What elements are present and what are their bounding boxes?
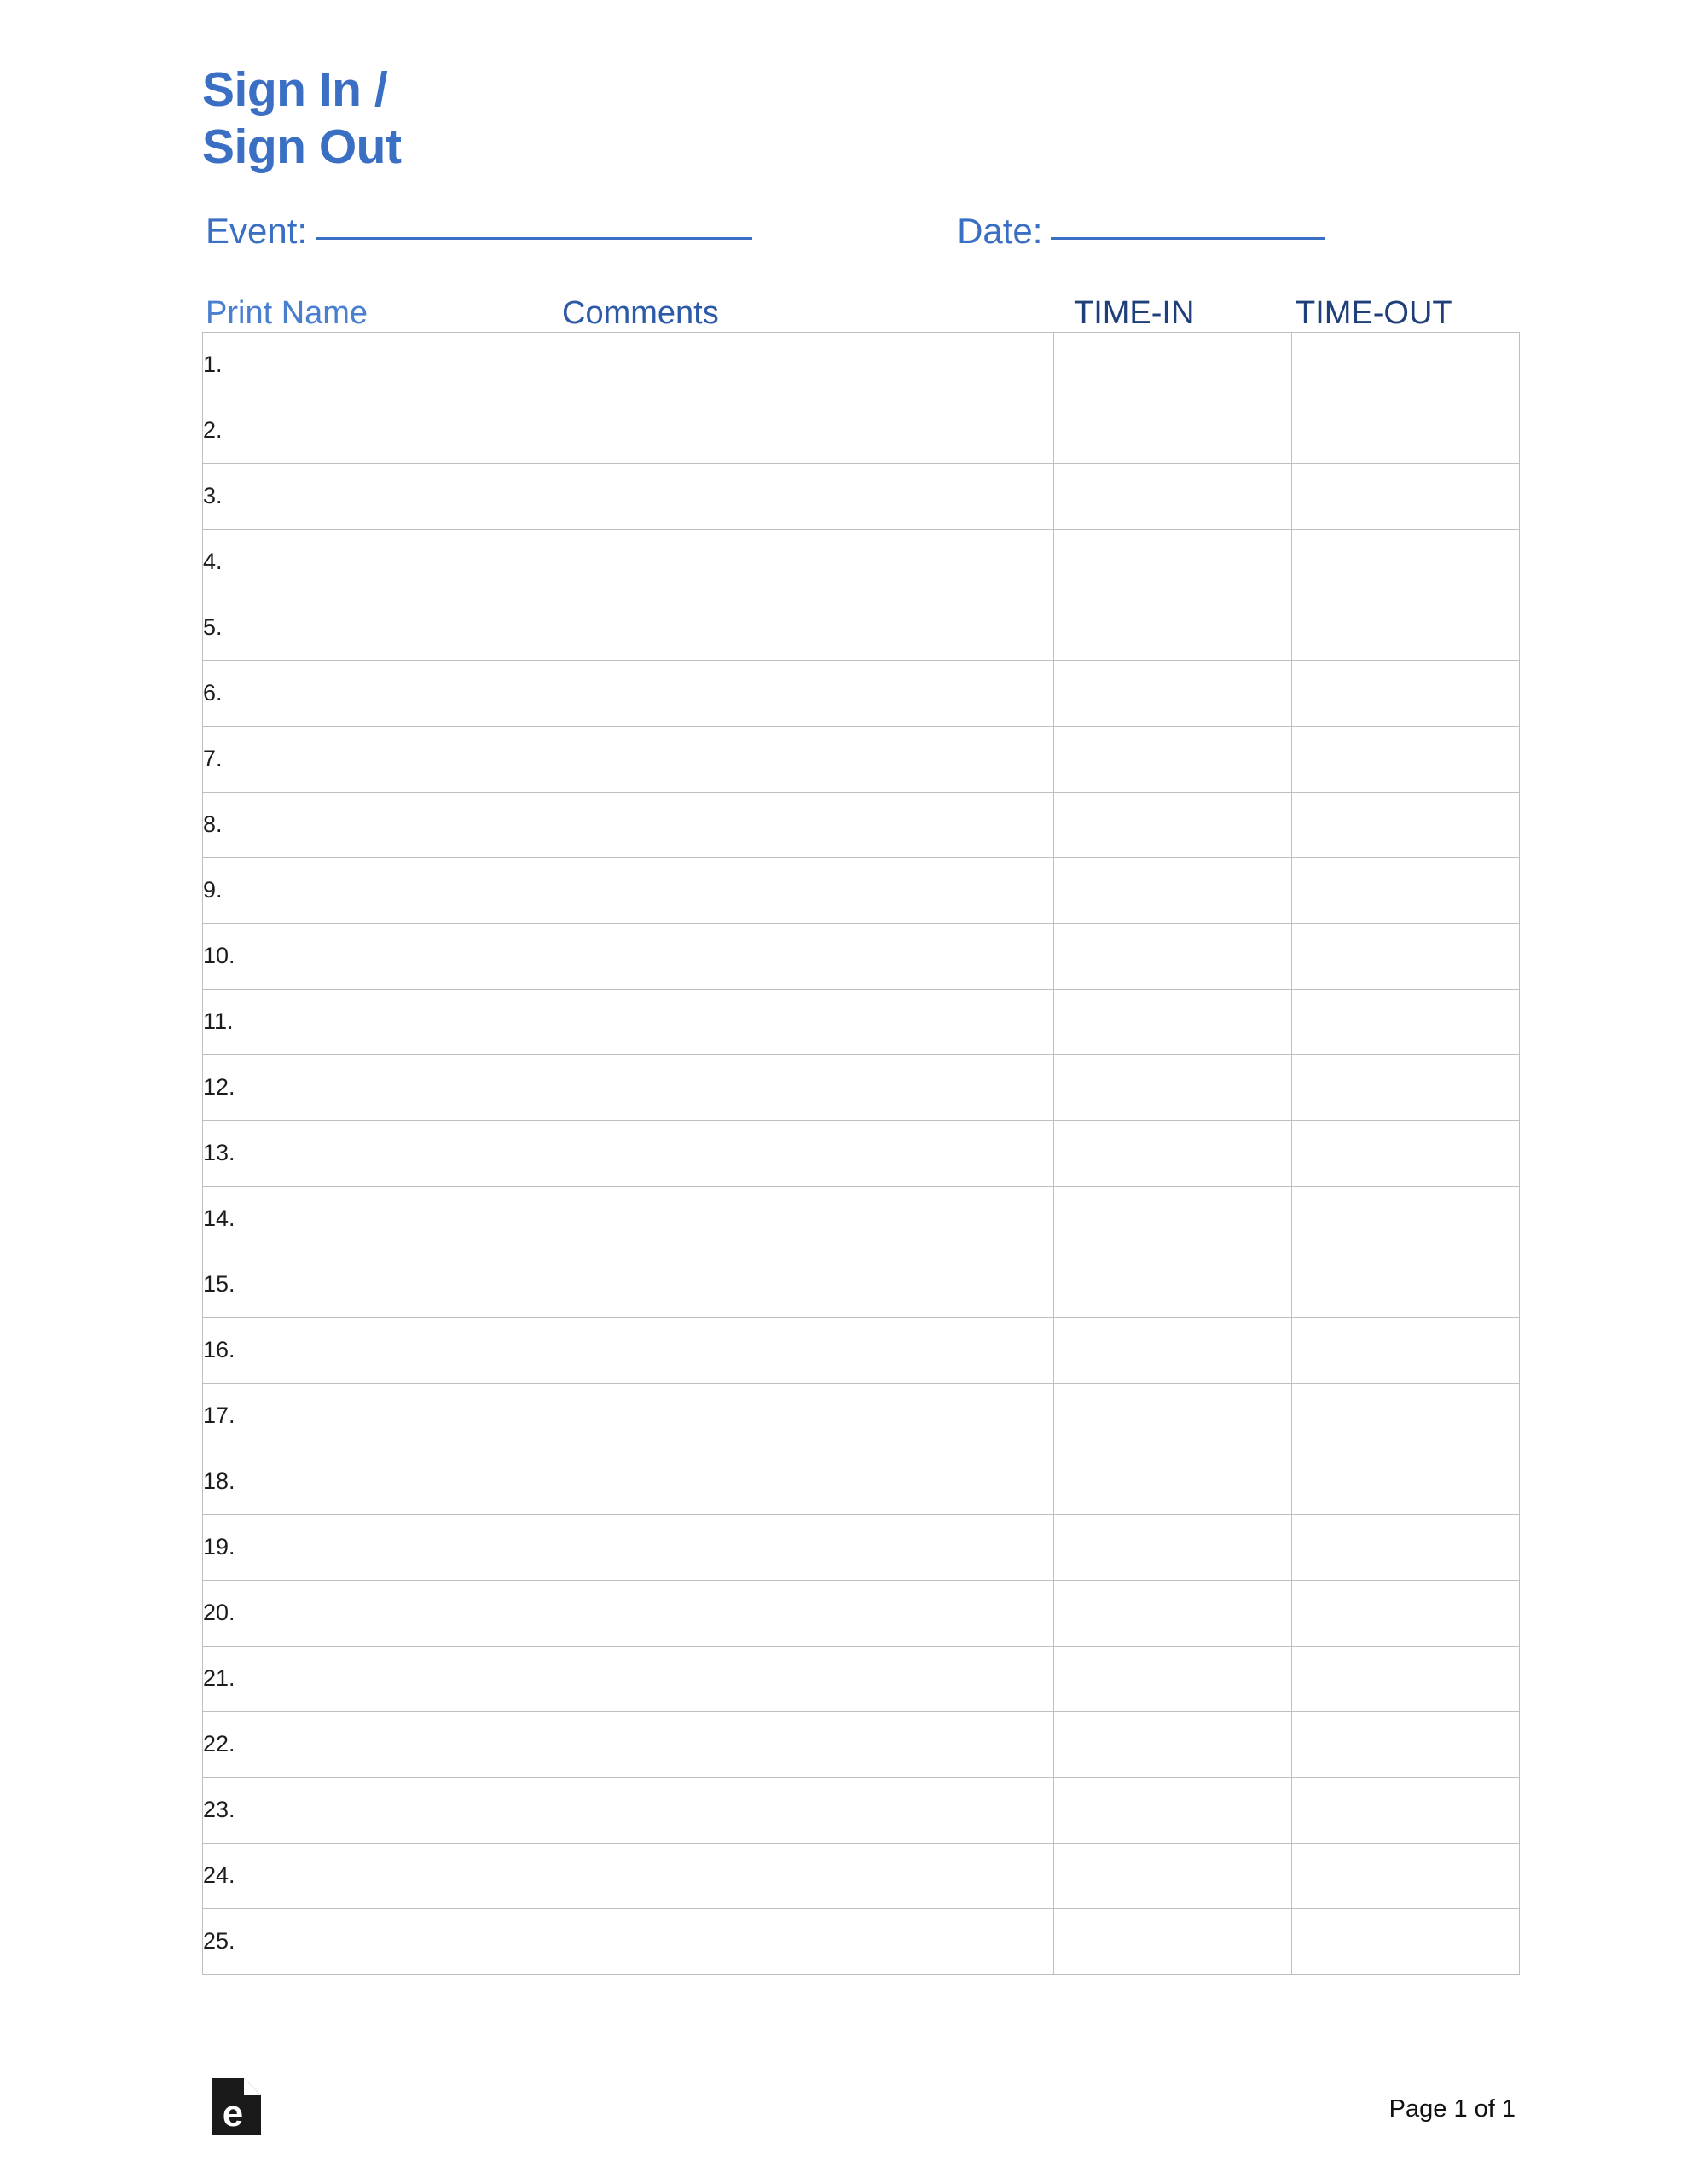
table-row — [203, 1646, 1520, 1711]
row-number: 12. — [203, 1054, 565, 1120]
row-comments-cell[interactable] — [565, 726, 1054, 792]
row-time-in-cell[interactable] — [1054, 792, 1292, 857]
sign-in-table — [202, 332, 1520, 1975]
table-row — [203, 857, 1520, 923]
row-time-out-cell[interactable] — [1292, 1777, 1520, 1843]
row-time-out-cell[interactable] — [1292, 1580, 1520, 1646]
row-time-in-cell[interactable] — [1054, 463, 1292, 529]
row-time-out-cell[interactable] — [1292, 398, 1520, 463]
row-time-out-cell[interactable] — [1292, 595, 1520, 660]
row-number: 9. — [203, 857, 565, 923]
table-row — [203, 463, 1520, 529]
row-comments-cell[interactable] — [565, 1252, 1054, 1317]
row-number: 15. — [203, 1252, 565, 1317]
row-number: 22. — [203, 1711, 565, 1777]
table-row — [203, 923, 1520, 989]
row-time-in-cell[interactable] — [1054, 857, 1292, 923]
table-row — [203, 1186, 1520, 1252]
table-row — [203, 1054, 1520, 1120]
column-header-print-name: Print Name — [206, 294, 368, 331]
row-comments-cell[interactable] — [565, 1449, 1054, 1514]
table-row — [203, 1908, 1520, 1974]
row-time-out-cell[interactable] — [1292, 1054, 1520, 1120]
sign-in-table-body — [203, 332, 1520, 1974]
table-row — [203, 332, 1520, 398]
table-row — [203, 1252, 1520, 1317]
row-time-out-cell[interactable] — [1292, 923, 1520, 989]
row-time-in-cell[interactable] — [1054, 1908, 1292, 1974]
row-comments-cell[interactable] — [565, 1777, 1054, 1843]
row-time-in-cell[interactable] — [1054, 726, 1292, 792]
row-comments-cell[interactable] — [565, 1514, 1054, 1580]
row-comments-cell[interactable] — [565, 792, 1054, 857]
table-row — [203, 1514, 1520, 1580]
row-comments-cell[interactable] — [565, 332, 1054, 398]
row-number: 18. — [203, 1449, 565, 1514]
row-number: 17. — [203, 1383, 565, 1449]
row-time-in-cell[interactable] — [1054, 1580, 1292, 1646]
date-field[interactable] — [957, 211, 1325, 252]
row-time-in-cell[interactable] — [1054, 1054, 1292, 1120]
eforms-logo-icon — [210, 2077, 263, 2136]
row-number: 13. — [203, 1120, 565, 1186]
table-row — [203, 529, 1520, 595]
form-fields-row — [202, 211, 1516, 252]
row-comments-cell[interactable] — [565, 1186, 1054, 1252]
event-field[interactable] — [206, 211, 752, 252]
row-time-in-cell[interactable] — [1054, 529, 1292, 595]
event-field-blank[interactable] — [316, 236, 752, 240]
row-time-out-cell[interactable] — [1292, 1514, 1520, 1580]
row-comments-cell[interactable] — [565, 1711, 1054, 1777]
row-time-in-cell[interactable] — [1054, 1646, 1292, 1711]
page-footer — [202, 2077, 1516, 2136]
row-number: 21. — [203, 1646, 565, 1711]
table-row — [203, 660, 1520, 726]
table-row — [203, 398, 1520, 463]
table-row — [203, 792, 1520, 857]
row-number: 4. — [203, 529, 565, 595]
row-time-out-cell[interactable] — [1292, 332, 1520, 398]
row-time-in-cell[interactable] — [1054, 1186, 1292, 1252]
row-comments-cell[interactable] — [565, 923, 1054, 989]
table-row — [203, 1843, 1520, 1908]
row-number: 23. — [203, 1777, 565, 1843]
row-number: 5. — [203, 595, 565, 660]
table-row — [203, 1711, 1520, 1777]
row-time-out-cell[interactable] — [1292, 857, 1520, 923]
row-number: 24. — [203, 1843, 565, 1908]
row-time-out-cell[interactable] — [1292, 1711, 1520, 1777]
row-time-out-cell[interactable] — [1292, 529, 1520, 595]
page-title-line-2: Sign Out — [202, 119, 402, 175]
row-number: 16. — [203, 1317, 565, 1383]
table-row — [203, 1120, 1520, 1186]
row-comments-cell[interactable] — [565, 1843, 1054, 1908]
row-time-out-cell[interactable] — [1292, 463, 1520, 529]
row-time-out-cell[interactable] — [1292, 989, 1520, 1054]
date-field-blank[interactable] — [1051, 236, 1325, 240]
row-time-out-cell[interactable] — [1292, 1383, 1520, 1449]
row-time-in-cell[interactable] — [1054, 923, 1292, 989]
table-row — [203, 1449, 1520, 1514]
row-time-in-cell[interactable] — [1054, 1120, 1292, 1186]
column-header-time-out: TIME-OUT — [1296, 294, 1452, 331]
row-number: 7. — [203, 726, 565, 792]
date-field-label: Date: — [957, 210, 1043, 251]
row-time-in-cell[interactable] — [1054, 1383, 1292, 1449]
row-comments-cell[interactable] — [565, 660, 1054, 726]
row-time-in-cell[interactable] — [1054, 1843, 1292, 1908]
event-field-label: Event: — [206, 210, 308, 251]
column-headers — [202, 279, 1516, 332]
row-comments-cell[interactable] — [565, 1120, 1054, 1186]
row-time-in-cell[interactable] — [1054, 398, 1292, 463]
row-comments-cell[interactable] — [565, 1317, 1054, 1383]
row-time-out-cell[interactable] — [1292, 1449, 1520, 1514]
row-number: 25. — [203, 1908, 565, 1974]
row-time-in-cell[interactable] — [1054, 1777, 1292, 1843]
row-comments-cell[interactable] — [565, 1908, 1054, 1974]
page-title-line-1: Sign In / — [202, 62, 388, 117]
row-comments-cell[interactable] — [565, 1383, 1054, 1449]
row-time-in-cell[interactable] — [1054, 1317, 1292, 1383]
table-row — [203, 1383, 1520, 1449]
page-title — [202, 0, 1516, 177]
row-number: 2. — [203, 398, 565, 463]
row-time-in-cell[interactable] — [1054, 1252, 1292, 1317]
row-number: 3. — [203, 463, 565, 529]
row-comments-cell[interactable] — [565, 595, 1054, 660]
row-time-in-cell[interactable] — [1054, 595, 1292, 660]
row-comments-cell[interactable] — [565, 1580, 1054, 1646]
column-header-comments: Comments — [562, 294, 719, 331]
row-number: 19. — [203, 1514, 565, 1580]
row-time-out-cell[interactable] — [1292, 1843, 1520, 1908]
row-number: 6. — [203, 660, 565, 726]
row-time-in-cell[interactable] — [1054, 660, 1292, 726]
page-number: Page 1 of 1 — [1388, 2095, 1516, 2123]
table-row — [203, 1580, 1520, 1646]
row-time-out-cell[interactable] — [1292, 1908, 1520, 1974]
row-time-in-cell[interactable] — [1054, 1711, 1292, 1777]
table-row — [203, 595, 1520, 660]
row-time-out-cell[interactable] — [1292, 1252, 1520, 1317]
column-header-time-in: TIME-IN — [1074, 294, 1195, 331]
row-time-out-cell[interactable] — [1292, 1120, 1520, 1186]
row-comments-cell[interactable] — [565, 989, 1054, 1054]
row-time-in-cell[interactable] — [1054, 989, 1292, 1054]
table-row — [203, 1317, 1520, 1383]
row-number: 14. — [203, 1186, 565, 1252]
row-time-out-cell[interactable] — [1292, 1317, 1520, 1383]
svg-text:e: e — [222, 2093, 244, 2135]
row-time-in-cell[interactable] — [1054, 1514, 1292, 1580]
row-number: 11. — [203, 989, 565, 1054]
row-comments-cell[interactable] — [565, 463, 1054, 529]
row-time-out-cell[interactable] — [1292, 1186, 1520, 1252]
row-number: 10. — [203, 923, 565, 989]
row-number: 20. — [203, 1580, 565, 1646]
table-row — [203, 726, 1520, 792]
row-comments-cell[interactable] — [565, 529, 1054, 595]
row-comments-cell[interactable] — [565, 1646, 1054, 1711]
row-time-in-cell[interactable] — [1054, 332, 1292, 398]
row-comments-cell[interactable] — [565, 1054, 1054, 1120]
table-row — [203, 1777, 1520, 1843]
row-time-out-cell[interactable] — [1292, 1646, 1520, 1711]
row-time-out-cell[interactable] — [1292, 726, 1520, 792]
row-time-out-cell[interactable] — [1292, 792, 1520, 857]
table-row — [203, 989, 1520, 1054]
row-number: 1. — [203, 332, 565, 398]
row-time-in-cell[interactable] — [1054, 1449, 1292, 1514]
row-comments-cell[interactable] — [565, 398, 1054, 463]
row-time-out-cell[interactable] — [1292, 660, 1520, 726]
row-comments-cell[interactable] — [565, 857, 1054, 923]
row-number: 8. — [203, 792, 565, 857]
document-content — [202, 0, 1516, 1975]
